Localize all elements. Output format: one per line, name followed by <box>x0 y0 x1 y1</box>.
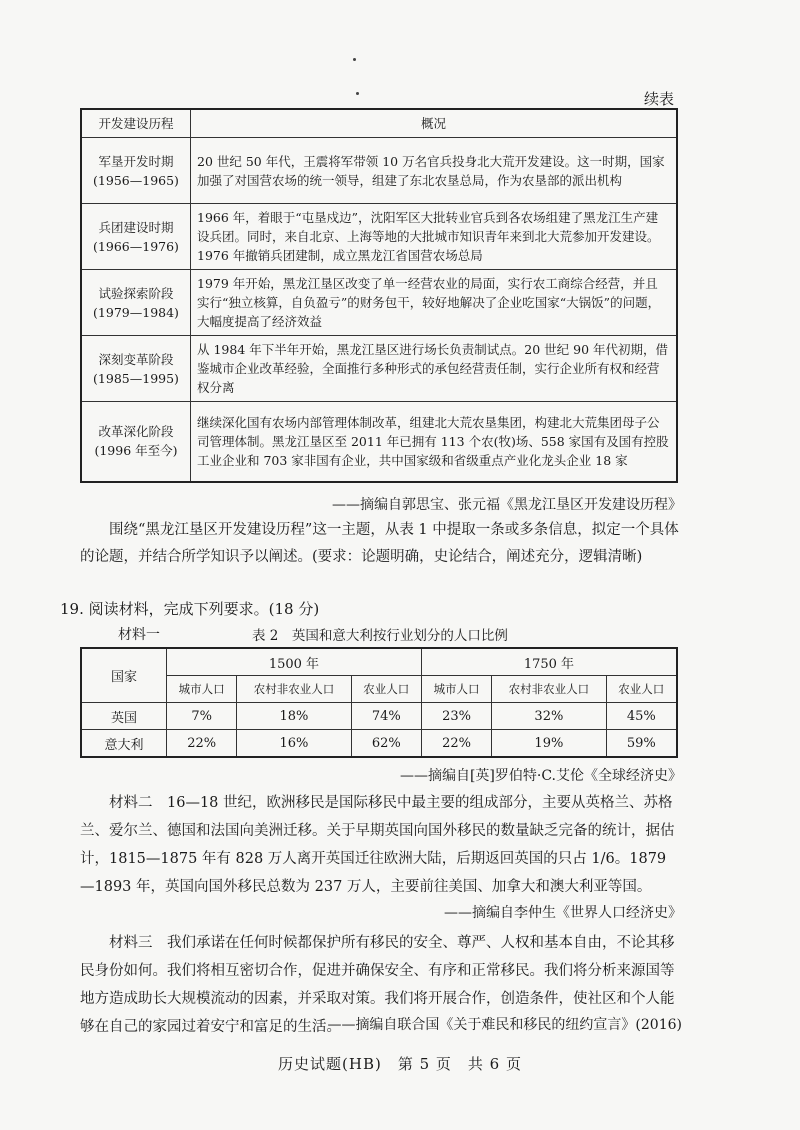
stage-name: 试验探索阶段 <box>98 285 174 301</box>
subheader-farm: 农业人口 <box>351 676 421 703</box>
material1-source: ——摘编自[英]罗伯特·C.艾伦《全球经济史》 <box>399 768 682 784</box>
stage-years: (1979—1984) <box>93 304 179 320</box>
stage-cell <box>81 270 191 336</box>
value-cell: 22% <box>167 730 237 758</box>
stage-years: (1996 年至今) <box>94 443 178 459</box>
q18-prompt: 围绕“黑龙江垦区开发建设历程”这一主题，从表 1 中提取一条或多条信息，拟定一个具体的论题，并结合所学知识予以阐述。(要求：论题明确，史论结合，阐述充分，逻辑清晰) <box>80 522 679 565</box>
scan-speck <box>353 58 356 61</box>
value-cell: 7% <box>167 703 237 730</box>
stage-name: 兵团建设时期 <box>98 219 174 235</box>
summary-cell: 1979 年开始，黑龙江垦区改变了单一经营农业的局面，实行农工商综合经营，并且实行“独立核算，自负盈亏”的财务包干，较好地解决了企业吃国家“大锅饭”的问题，大幅度提高了经济效益 <box>191 270 678 336</box>
population-table <box>80 647 678 758</box>
material2-source: ——摘编自李仲生《世界人口经济史》 <box>444 905 682 921</box>
value-cell: 32% <box>492 703 606 730</box>
value-cell: 16% <box>237 730 351 758</box>
table1-source: ——摘编自郭思宝、张元福《黑龙江垦区开发建设历程》 <box>332 497 682 513</box>
value-cell: 19% <box>492 730 606 758</box>
summary-cell: 1966 年，着眼于“屯垦戍边”，沈阳军区大批转业官兵到各农场组建了黑龙江生产建设兵团。同时，来自北京、上海等地的大批城市知识青年来到北大荒参加开发建设。1976 年撤销兵团建制，成立黑龙江省国营农场总局 <box>191 204 678 270</box>
value-cell: 45% <box>606 703 677 730</box>
subheader-farm: 农业人口 <box>606 676 677 703</box>
stage-cell <box>81 402 191 482</box>
table-header-row <box>81 648 677 676</box>
header-year-1500: 1500 年 <box>167 648 422 676</box>
stage-cell <box>81 138 191 204</box>
table-row <box>81 336 677 402</box>
header-summary: 概况 <box>191 109 678 138</box>
development-history-table <box>80 108 678 483</box>
country-cell: 意大利 <box>81 730 167 758</box>
summary-cell: 继续深化国有农场内部管理体制改革，组建北大荒农垦集团，构建北大荒集团母子公司管理体制。黑龙江垦区至 2011 年已拥有 113 个农(牧)场、558 家国有及国有控股工业企业和 703 家非国有企业，共中国家级和省级重点产业化龙头企业 18 家 <box>191 402 678 482</box>
subheader-urban: 城市人口 <box>167 676 237 703</box>
material3-text: 材料三 我们承诺在任何时候都保护所有移民的安全、尊严、人权和基本自由，不论其移民身份如何。我们将相互密切合作，促进并确保安全、有序和正常移民。我们将分析来源国等地方造成助长大规模流动的因素，并采取对策。我们将开展合作，创造条件，使社区和个人能够在自己的家园过着安宁和富足的生活。 <box>80 935 675 1035</box>
stage-name: 改革深化阶段 <box>98 424 174 440</box>
continued-label: 续表 <box>643 90 674 108</box>
summary-cell: 从 1984 年下半年开始，黑龙江垦区进行场长负责制试点。20 世纪 90 年代初期，借鉴城市企业改革经验，全面推行多种形式的承包经营责任制，实行企业所有权和经营权分离 <box>191 336 678 402</box>
header-year-1750: 1750 年 <box>421 648 677 676</box>
value-cell: 74% <box>351 703 421 730</box>
stage-years: (1966—1976) <box>93 238 179 254</box>
subheader-rural-nonfarm: 农村非农业人口 <box>492 676 606 703</box>
summary-cell: 20 世纪 50 年代，王震将军带领 10 万名官兵投身北大荒开发建设。这一时期，国家加强了对国营农场的统一领导，组建了东北农垦总局，作为农垦部的派出机构 <box>191 138 678 204</box>
material1-label: 材料一 <box>118 627 160 643</box>
header-stage: 开发建设历程 <box>81 109 191 138</box>
value-cell: 62% <box>351 730 421 758</box>
subheader-rural-nonfarm: 农村非农业人口 <box>237 676 351 703</box>
value-cell: 23% <box>421 703 491 730</box>
stage-name: 深刻变革阶段 <box>98 351 174 367</box>
stage-cell <box>81 336 191 402</box>
header-country: 国家 <box>81 648 167 703</box>
table-row <box>81 138 677 204</box>
material3-source: ——摘编自联合国《关于难民和移民的纽约宣言》(2016) <box>327 1017 682 1033</box>
table-row <box>81 730 677 758</box>
table2-title: 表 2 英国和意大利按行业划分的人口比例 <box>252 628 508 644</box>
table-header-row <box>81 109 677 138</box>
value-cell: 59% <box>606 730 677 758</box>
scan-speck <box>356 92 359 95</box>
stage-years: (1985—1995) <box>93 370 179 386</box>
q19-heading: 19. 阅读材料，完成下列要求。(18 分) <box>60 600 320 618</box>
subheader-urban: 城市人口 <box>421 676 491 703</box>
table-row <box>81 703 677 730</box>
country-cell: 英国 <box>81 703 167 730</box>
table-row <box>81 204 677 270</box>
material2-text: 材料二 16—18 世纪，欧洲移民是国际移民中最主要的组成部分，主要从英格兰、苏格兰、爱尔兰、德国和法国向美洲迁移。关于早期英国向国外移民的数量缺乏完备的统计，据估计，1815—1875 年有 828 万人离开英国迁往欧洲大陆，后期返回英国的只占 1/6。1879—1893 年，英国向国外移民总数为 237 万人，主要前往美国、加拿大和澳大利亚等国。 <box>80 795 675 895</box>
page-footer: 历史试题(HB) 第 5 页 共 6 页 <box>278 1055 522 1073</box>
value-cell: 18% <box>237 703 351 730</box>
table-subheader-row <box>81 676 677 703</box>
stage-cell <box>81 204 191 270</box>
table-row <box>81 402 677 482</box>
value-cell: 22% <box>421 730 491 758</box>
table-row <box>81 270 677 336</box>
stage-name: 军垦开发时期 <box>98 153 174 169</box>
stage-years: (1956—1965) <box>93 172 179 188</box>
